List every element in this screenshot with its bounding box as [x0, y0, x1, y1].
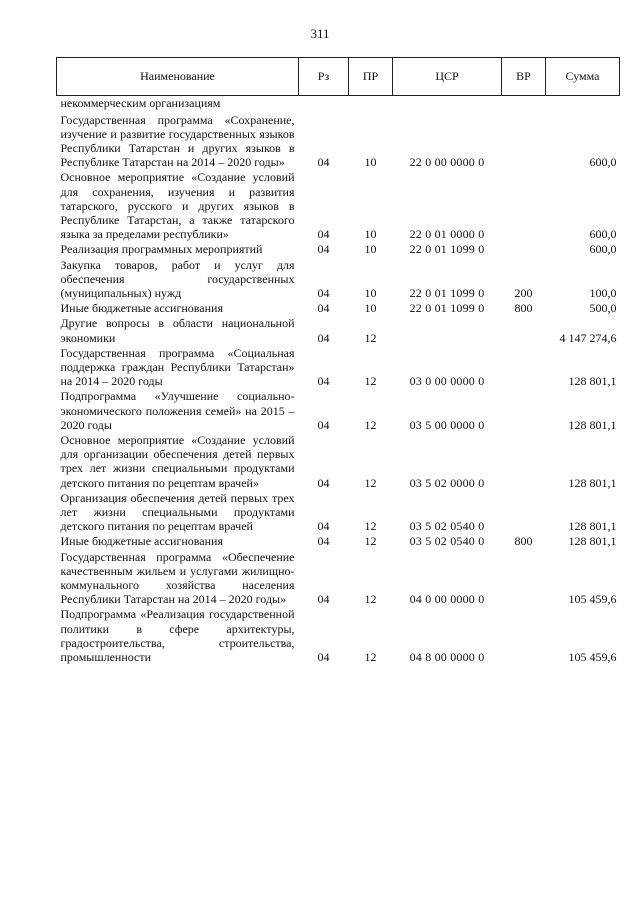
table-row	[57, 490, 620, 534]
row-pr: 10	[364, 242, 377, 257]
row-pr: 12	[364, 330, 377, 345]
row-rz: 04	[317, 285, 330, 300]
row-rz: 04	[317, 534, 330, 549]
row-sum: 600,0	[589, 155, 617, 170]
row-vr	[502, 549, 546, 607]
table-row	[57, 241, 620, 256]
row-pr: 12	[364, 592, 377, 607]
row-rz: 04	[317, 301, 330, 316]
row-pr: 12	[364, 519, 377, 534]
row-vr	[502, 315, 546, 344]
row-rz: 04	[317, 155, 330, 170]
row-name: Основное мероприятие «Создание условий для организации обеспечения детей первых трех лет жизни специальными продуктами детского питания по рецептам врачей»	[60, 432, 295, 490]
row-pr: 10	[364, 285, 377, 300]
row-vr	[502, 606, 546, 664]
row-vr: 800	[514, 534, 533, 549]
row-name: Закупка товаров, работ и услуг для обеспечения государственных (муниципальных) нужд	[60, 257, 295, 300]
row-pr: 12	[364, 417, 377, 432]
row-sum: 600,0	[589, 227, 617, 242]
row-csr: 03 5 02 0540 0	[409, 534, 485, 549]
row-rz: 04	[317, 227, 330, 242]
row-vr: 200	[514, 285, 533, 300]
row-vr	[502, 96, 546, 112]
header-name: Наименование	[57, 58, 299, 96]
row-name: некоммерческим организациям	[60, 96, 221, 110]
row-vr	[502, 345, 546, 389]
row-sum: 600,0	[589, 242, 617, 257]
row-pr: 12	[364, 475, 377, 490]
row-rz: 04	[317, 374, 330, 389]
row-rz	[299, 96, 349, 112]
row-csr	[393, 315, 502, 344]
row-vr	[502, 490, 546, 534]
row-sum: 100,0	[589, 285, 617, 300]
row-pr: 10	[364, 227, 377, 242]
table-header-row	[57, 58, 620, 96]
row-csr: 22 0 01 1099 0	[409, 301, 485, 316]
row-name: Подпрограмма «Улучшение социально-экономического положения семей» на 2015 – 2020 годы	[60, 389, 295, 432]
row-name: Государственная программа «Сохранение, изучение и развитие государственных языков Республики Татарстан и других языков в Республике Татарстан на 2014 – 2020 годы»	[60, 112, 295, 170]
row-sum: 4 147 274,6	[559, 330, 617, 345]
table-row	[57, 96, 620, 112]
table-row	[57, 112, 620, 170]
row-pr: 12	[364, 534, 377, 549]
header-vr: ВР	[502, 58, 546, 96]
row-rz: 04	[317, 417, 330, 432]
row-csr: 22 0 01 1099 0	[409, 285, 485, 300]
table-row	[57, 432, 620, 490]
row-name: Другие вопросы в области национальной экономики	[60, 316, 295, 345]
table-row	[57, 257, 620, 301]
row-sum: 105 459,6	[568, 650, 617, 665]
row-vr	[502, 169, 546, 241]
row-name: Организация обеспечения детей первых трех лет жизни специальными продуктами детского питания по рецептам врачей	[60, 490, 295, 534]
row-name: Иные бюджетные ассигнования	[60, 534, 223, 549]
row-vr	[502, 112, 546, 170]
row-name: Государственная программа «Социальная поддержка граждан Республики Татарстан» на 2014 – 2020 годы	[60, 345, 295, 389]
row-vr	[502, 241, 546, 256]
header-rz: Рз	[299, 58, 349, 96]
row-csr: 04 8 00 0000 0	[409, 650, 485, 665]
budget-table	[56, 57, 620, 664]
row-name: Государственная программа «Обеспечение качественным жильем и услугами жилищно-коммунального хозяйства населения Республики Татарстан на 2014 – 2020 годы»	[60, 549, 295, 607]
table-row	[57, 300, 620, 315]
table-row	[57, 549, 620, 607]
row-sum: 105 459,6	[568, 592, 617, 607]
table-row	[57, 606, 620, 664]
row-pr: 10	[364, 301, 377, 316]
row-csr: 22 0 01 1099 0	[409, 242, 485, 257]
row-rz: 04	[317, 519, 330, 534]
row-name: Реализация программных мероприятий	[60, 242, 263, 257]
row-name: Основное мероприятие «Создание условий для сохранения, изучения и развития татарского, русского и других языков в Республике Татарстан, а также татарского языка за пределами республики»	[60, 170, 295, 242]
header-csr: ЦСР	[393, 58, 502, 96]
header-pr: ПР	[349, 58, 393, 96]
table-row	[57, 315, 620, 344]
row-csr: 03 5 00 0000 0	[409, 417, 485, 432]
page-number: 311	[310, 26, 330, 41]
row-vr	[502, 432, 546, 490]
row-sum: 128 801,1	[568, 534, 617, 549]
row-sum: 128 801,1	[568, 374, 617, 389]
row-csr: 22 0 00 0000 0	[409, 155, 485, 170]
row-rz: 04	[317, 650, 330, 665]
header-sum: Сумма	[546, 58, 620, 96]
row-rz: 04	[317, 242, 330, 257]
row-rz: 04	[317, 475, 330, 490]
row-csr	[393, 96, 502, 112]
row-vr	[502, 388, 546, 432]
row-csr: 04 0 00 0000 0	[409, 592, 485, 607]
row-vr: 800	[514, 301, 533, 316]
row-sum: 128 801,1	[568, 519, 617, 534]
row-csr: 22 0 01 0000 0	[409, 227, 485, 242]
row-name: Иные бюджетные ассигнования	[60, 301, 223, 316]
row-sum: 128 801,1	[568, 475, 617, 490]
row-sum	[546, 96, 620, 112]
row-pr: 12	[364, 650, 377, 665]
row-rz: 04	[317, 330, 330, 345]
table-row	[57, 533, 620, 548]
row-pr: 12	[364, 374, 377, 389]
row-rz: 04	[317, 592, 330, 607]
row-csr: 03 5 02 0540 0	[409, 519, 485, 534]
row-csr: 03 0 00 0000 0	[409, 374, 485, 389]
row-name: Подпрограмма «Реализация государственной политики в сфере архитектуры, градостроительства, строительства, промышленности	[60, 607, 295, 665]
row-pr	[349, 96, 393, 112]
table-row	[57, 345, 620, 389]
row-csr: 03 5 02 0000 0	[409, 475, 485, 490]
table-row	[57, 388, 620, 432]
row-sum: 128 801,1	[568, 417, 617, 432]
table-row	[57, 169, 620, 241]
row-pr: 10	[364, 155, 377, 170]
row-sum: 500,0	[589, 301, 617, 316]
